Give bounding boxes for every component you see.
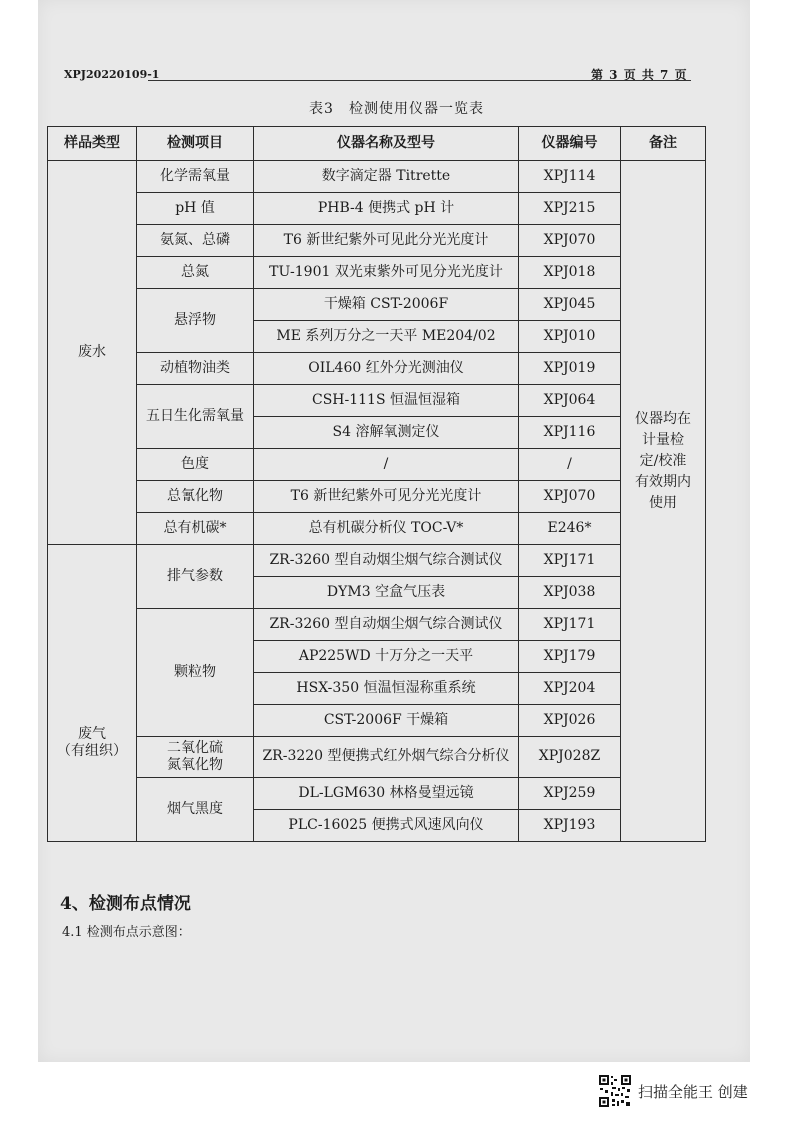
- instrument-name: DL-LGM630 林格曼望远镜: [254, 778, 519, 810]
- instrument-id: XPJ028Z: [519, 737, 621, 778]
- instrument-name: ME 系列万分之一天平 ME204/02: [254, 321, 519, 353]
- header-sample-type: 样品类型: [48, 127, 137, 161]
- table-row: [48, 545, 706, 577]
- scanner-footer: [598, 1074, 748, 1108]
- scanner-credit: 扫描全能王 创建: [638, 1082, 748, 1101]
- instrument-id: XPJ171: [519, 545, 621, 577]
- instrument-id: XPJ259: [519, 778, 621, 810]
- table-title: 表3 检测使用仪器一览表: [309, 101, 484, 117]
- sample-type-waste-gas-label: 废气: [78, 725, 106, 742]
- test-item: 五日生化需氧量: [137, 385, 254, 449]
- instrument-name: CST-2006F 干燥箱: [254, 705, 519, 737]
- test-item-line1: 二氧化硫: [167, 739, 223, 756]
- instrument-id: XPJ204: [519, 673, 621, 705]
- remark-text: 仪器均在计量检定/校准有效期内使用: [634, 410, 691, 511]
- table-header-row: [48, 127, 706, 161]
- sample-type-wastewater: 废水: [48, 161, 137, 545]
- sample-type-waste-gas-note: （有组织）: [57, 743, 127, 759]
- instrument-name: /: [254, 449, 519, 481]
- instrument-id: XPJ070: [519, 481, 621, 513]
- table-row: [48, 481, 706, 513]
- instrument-table: [47, 126, 706, 842]
- instrument-name: AP225WD 十万分之一天平: [254, 641, 519, 673]
- test-item: 动植物油类: [137, 353, 254, 385]
- test-item-line2: 氮氧化物: [167, 757, 223, 773]
- table-row: [48, 289, 706, 321]
- instrument-id: XPJ045: [519, 289, 621, 321]
- instrument-id: E246*: [519, 513, 621, 545]
- test-item: 排气参数: [137, 545, 254, 609]
- test-item: 总有机碳*: [137, 513, 254, 545]
- instrument-name: PHB-4 便携式 pH 计: [254, 193, 519, 225]
- table-row: [48, 193, 706, 225]
- table-row: [48, 449, 706, 481]
- instrument-name: 干燥箱 CST-2006F: [254, 289, 519, 321]
- instrument-name: 总有机碳分析仪 TOC-V*: [254, 513, 519, 545]
- page-indicator: 第 3 页 共 7 页: [591, 68, 688, 82]
- instrument-name: T6 新世纪紫外可见分光光度计: [254, 481, 519, 513]
- table-row: [48, 353, 706, 385]
- instrument-name: 数字滴定器 Titrette: [254, 161, 519, 193]
- section-heading: 4、检测布点情况: [60, 894, 191, 914]
- instrument-id: XPJ070: [519, 225, 621, 257]
- test-item: pH 值: [137, 193, 254, 225]
- instrument-name: OIL460 红外分光测油仪: [254, 353, 519, 385]
- test-item: [137, 737, 254, 778]
- qr-code-icon: [598, 1074, 632, 1108]
- instrument-id: XPJ064: [519, 385, 621, 417]
- instrument-id: XPJ026: [519, 705, 621, 737]
- instrument-id: XPJ171: [519, 609, 621, 641]
- instrument-id: XPJ038: [519, 577, 621, 609]
- instrument-name: T6 新世纪紫外可见此分光光度计: [254, 225, 519, 257]
- header-instrument: 仪器名称及型号: [254, 127, 519, 161]
- section-subheading: 4.1 检测布点示意图：: [62, 925, 191, 940]
- table-row: [48, 225, 706, 257]
- header-rule: [148, 80, 691, 81]
- sample-type-waste-gas: [48, 545, 137, 842]
- test-item: 烟气黑度: [137, 778, 254, 842]
- instrument-id: /: [519, 449, 621, 481]
- header-remark: 备注: [621, 127, 706, 161]
- header-test-item: 检测项目: [137, 127, 254, 161]
- remark-cell: [621, 161, 706, 842]
- instrument-id: XPJ019: [519, 353, 621, 385]
- instrument-id: XPJ018: [519, 257, 621, 289]
- instrument-id: XPJ215: [519, 193, 621, 225]
- test-item: 悬浮物: [137, 289, 254, 353]
- test-item: 化学需氧量: [137, 161, 254, 193]
- instrument-name: CSH-111S 恒温恒湿箱: [254, 385, 519, 417]
- instrument-name: HSX-350 恒温恒湿称重系统: [254, 673, 519, 705]
- table-row: [48, 737, 706, 778]
- table-row: [48, 513, 706, 545]
- table-row: [48, 385, 706, 417]
- instrument-id: XPJ010: [519, 321, 621, 353]
- report-number: XPJ20220109-1: [64, 68, 160, 81]
- test-item: 总氰化物: [137, 481, 254, 513]
- instrument-id: XPJ116: [519, 417, 621, 449]
- table-row: [48, 161, 706, 193]
- instrument-name: DYM3 空盒气压表: [254, 577, 519, 609]
- instrument-name: S4 溶解氧测定仪: [254, 417, 519, 449]
- table-row: [48, 257, 706, 289]
- instrument-id: XPJ114: [519, 161, 621, 193]
- instrument-name: ZR-3220 型便携式红外烟气综合分析仪: [254, 737, 519, 778]
- instrument-id: XPJ193: [519, 810, 621, 842]
- table-row: [48, 778, 706, 810]
- table-row: [48, 609, 706, 641]
- instrument-name: ZR-3260 型自动烟尘烟气综合测试仪: [254, 545, 519, 577]
- test-item: 总氮: [137, 257, 254, 289]
- test-item: 氨氮、总磷: [137, 225, 254, 257]
- instrument-name: TU-1901 双光束紫外可见分光光度计: [254, 257, 519, 289]
- test-item: 颗粒物: [137, 609, 254, 737]
- instrument-id: XPJ179: [519, 641, 621, 673]
- test-item: 色度: [137, 449, 254, 481]
- header-instrument-id: 仪器编号: [519, 127, 621, 161]
- instrument-name: PLC-16025 便携式风速风向仪: [254, 810, 519, 842]
- instrument-name: ZR-3260 型自动烟尘烟气综合测试仪: [254, 609, 519, 641]
